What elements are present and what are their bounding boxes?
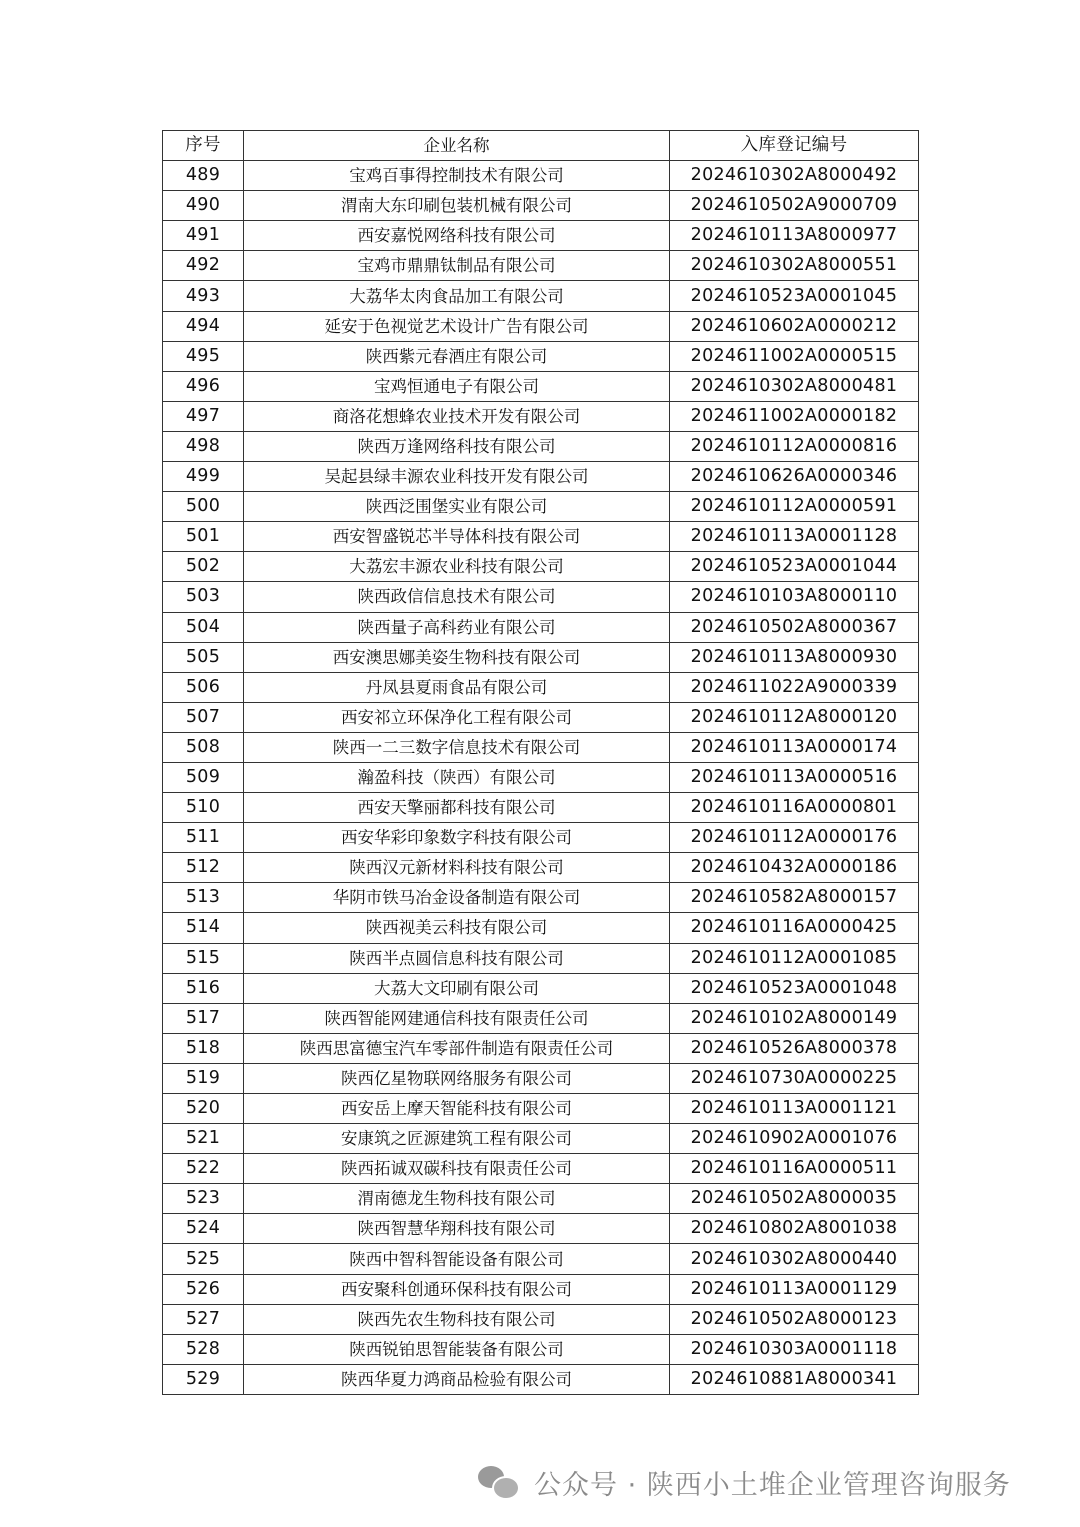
- table-row: [163, 1154, 919, 1184]
- registration-number-cell: 2024611002A0000182: [670, 401, 919, 431]
- table-row: [163, 1364, 919, 1394]
- registration-number-cell: 2024610112A8000120: [670, 702, 919, 732]
- table-row: [163, 522, 919, 552]
- company-name-cell: 西安华彩印象数字科技有限公司: [244, 823, 670, 853]
- registration-number-cell: 2024610432A0000186: [670, 853, 919, 883]
- serial-number-cell: 493: [163, 281, 244, 311]
- serial-number-cell: 519: [163, 1063, 244, 1093]
- company-name-cell: 西安智盛锐芯半导体科技有限公司: [244, 522, 670, 552]
- company-name-cell: 瀚盈科技（陕西）有限公司: [244, 762, 670, 792]
- header-registration-number: 入库登记编号: [670, 131, 919, 161]
- company-name-cell: 陕西紫元春酒庄有限公司: [244, 341, 670, 371]
- serial-number-cell: 497: [163, 401, 244, 431]
- table-row: [163, 702, 919, 732]
- registration-number-cell: 2024610523A0001048: [670, 973, 919, 1003]
- table-row: [163, 191, 919, 221]
- table-row: [163, 762, 919, 792]
- serial-number-cell: 495: [163, 341, 244, 371]
- registration-number-cell: 2024610502A8000123: [670, 1304, 919, 1334]
- table-row: [163, 251, 919, 281]
- header-serial-number: 序号: [163, 131, 244, 161]
- registration-number-cell: 2024610103A8000110: [670, 582, 919, 612]
- company-name-cell: 渭南德龙生物科技有限公司: [244, 1184, 670, 1214]
- registration-number-cell: 2024610502A8000035: [670, 1184, 919, 1214]
- table-row: [163, 1184, 919, 1214]
- company-name-cell: 陕西拓诚双碳科技有限责任公司: [244, 1154, 670, 1184]
- company-name-cell: 西安澳思娜美姿生物科技有限公司: [244, 642, 670, 672]
- serial-number-cell: 516: [163, 973, 244, 1003]
- table-row: [163, 462, 919, 492]
- table-body: [163, 161, 919, 1395]
- registration-number-cell: 2024610302A8000481: [670, 371, 919, 401]
- company-name-cell: 西安岳上摩天智能科技有限公司: [244, 1094, 670, 1124]
- registration-number-cell: 2024610116A0000511: [670, 1154, 919, 1184]
- serial-number-cell: 523: [163, 1184, 244, 1214]
- registration-number-cell: 2024610113A0001121: [670, 1094, 919, 1124]
- company-name-cell: 陕西泛围堡实业有限公司: [244, 492, 670, 522]
- serial-number-cell: 526: [163, 1274, 244, 1304]
- registration-number-cell: 2024610902A0001076: [670, 1124, 919, 1154]
- company-name-cell: 安康筑之匠源建筑工程有限公司: [244, 1124, 670, 1154]
- registration-number-cell: 2024610302A8000440: [670, 1244, 919, 1274]
- company-name-cell: 陕西先农生物科技有限公司: [244, 1304, 670, 1334]
- table-row: [163, 281, 919, 311]
- company-name-cell: 陕西量子高科药业有限公司: [244, 612, 670, 642]
- table-row: [163, 883, 919, 913]
- table-row: [163, 612, 919, 642]
- table-row: [163, 1274, 919, 1304]
- table-row: [163, 431, 919, 461]
- serial-number-cell: 512: [163, 853, 244, 883]
- serial-number-cell: 499: [163, 462, 244, 492]
- serial-number-cell: 507: [163, 702, 244, 732]
- company-name-cell: 华阴市铁马冶金设备制造有限公司: [244, 883, 670, 913]
- serial-number-cell: 505: [163, 642, 244, 672]
- serial-number-cell: 518: [163, 1033, 244, 1063]
- company-name-cell: 陕西视美云科技有限公司: [244, 913, 670, 943]
- company-name-cell: 宝鸡恒通电子有限公司: [244, 371, 670, 401]
- table-row: [163, 161, 919, 191]
- company-name-cell: 陕西亿星物联网络服务有限公司: [244, 1063, 670, 1093]
- serial-number-cell: 522: [163, 1154, 244, 1184]
- serial-number-cell: 514: [163, 913, 244, 943]
- company-name-cell: 陕西半点圆信息科技有限公司: [244, 943, 670, 973]
- table-row: [163, 853, 919, 883]
- serial-number-cell: 511: [163, 823, 244, 853]
- serial-number-cell: 489: [163, 161, 244, 191]
- company-name-cell: 陕西万逢网络科技有限公司: [244, 431, 670, 461]
- serial-number-cell: 525: [163, 1244, 244, 1274]
- watermark-text: 公众号 · 陕西小土堆企业管理咨询服务: [534, 1469, 1011, 1501]
- registration-number-cell: 2024610602A0000212: [670, 311, 919, 341]
- table-row: [163, 1124, 919, 1154]
- wechat-icon: [478, 1464, 520, 1500]
- registration-number-cell: 2024610502A8000367: [670, 612, 919, 642]
- table-row: [163, 401, 919, 431]
- table-row: [163, 1304, 919, 1334]
- serial-number-cell: 513: [163, 883, 244, 913]
- company-name-cell: 陕西智能网建通信科技有限责任公司: [244, 1003, 670, 1033]
- company-name-cell: 渭南大东印刷包装机械有限公司: [244, 191, 670, 221]
- company-name-cell: 延安于色视觉艺术设计广告有限公司: [244, 311, 670, 341]
- registration-number-cell: 2024610302A8000551: [670, 251, 919, 281]
- serial-number-cell: 508: [163, 732, 244, 762]
- company-name-cell: 大荔宏丰源农业科技有限公司: [244, 552, 670, 582]
- registration-number-cell: 2024610113A0001128: [670, 522, 919, 552]
- registration-number-cell: 2024610730A0000225: [670, 1063, 919, 1093]
- company-name-cell: 宝鸡市鼎鼎钛制品有限公司: [244, 251, 670, 281]
- registration-number-cell: 2024611022A9000339: [670, 672, 919, 702]
- serial-number-cell: 492: [163, 251, 244, 281]
- table-row: [163, 1063, 919, 1093]
- table-row: [163, 552, 919, 582]
- registration-number-cell: 2024610881A8000341: [670, 1364, 919, 1394]
- registration-number-cell: 2024610112A0000816: [670, 431, 919, 461]
- registration-number-cell: 2024610802A8001038: [670, 1214, 919, 1244]
- serial-number-cell: 527: [163, 1304, 244, 1334]
- serial-number-cell: 528: [163, 1334, 244, 1364]
- serial-number-cell: 502: [163, 552, 244, 582]
- company-name-cell: 吴起县绿丰源农业科技开发有限公司: [244, 462, 670, 492]
- registration-number-cell: 2024610116A0000425: [670, 913, 919, 943]
- serial-number-cell: 520: [163, 1094, 244, 1124]
- watermark: [478, 1458, 1011, 1506]
- company-name-cell: 西安聚科创通环保科技有限公司: [244, 1274, 670, 1304]
- company-name-cell: 陕西思富德宝汽车零部件制造有限责任公司: [244, 1033, 670, 1063]
- table-row: [163, 311, 919, 341]
- registration-number-cell: 2024610526A8000378: [670, 1033, 919, 1063]
- table-row: [163, 341, 919, 371]
- table-row: [163, 492, 919, 522]
- table-row: [163, 1214, 919, 1244]
- company-name-cell: 陕西锐铂思智能装备有限公司: [244, 1334, 670, 1364]
- company-name-cell: 西安嘉悦网络科技有限公司: [244, 221, 670, 251]
- company-name-cell: 陕西华夏力鸿商品检验有限公司: [244, 1364, 670, 1394]
- serial-number-cell: 494: [163, 311, 244, 341]
- serial-number-cell: 517: [163, 1003, 244, 1033]
- registration-number-cell: 2024610113A0000174: [670, 732, 919, 762]
- company-name-cell: 陕西智慧华翔科技有限公司: [244, 1214, 670, 1244]
- table-row: [163, 1334, 919, 1364]
- table-row: [163, 823, 919, 853]
- header-company-name: 企业名称: [244, 131, 670, 161]
- company-name-cell: 宝鸡百事得控制技术有限公司: [244, 161, 670, 191]
- registration-number-cell: 2024610302A8000492: [670, 161, 919, 191]
- table-row: [163, 1094, 919, 1124]
- registration-number-cell: 2024610102A8000149: [670, 1003, 919, 1033]
- registration-number-cell: 2024611002A0000515: [670, 341, 919, 371]
- registration-number-cell: 2024610523A0001045: [670, 281, 919, 311]
- serial-number-cell: 498: [163, 431, 244, 461]
- company-name-cell: 陕西汉元新材料科技有限公司: [244, 853, 670, 883]
- serial-number-cell: 509: [163, 762, 244, 792]
- company-name-cell: 陕西一二三数字信息技术有限公司: [244, 732, 670, 762]
- company-name-cell: 大荔大文印刷有限公司: [244, 973, 670, 1003]
- serial-number-cell: 504: [163, 612, 244, 642]
- serial-number-cell: 521: [163, 1124, 244, 1154]
- registration-number-cell: 2024610116A0000801: [670, 793, 919, 823]
- table-row: [163, 582, 919, 612]
- table-row: [163, 1244, 919, 1274]
- table-row: [163, 1033, 919, 1063]
- registration-number-cell: 2024610112A0000176: [670, 823, 919, 853]
- serial-number-cell: 529: [163, 1364, 244, 1394]
- serial-number-cell: 506: [163, 672, 244, 702]
- table-row: [163, 221, 919, 251]
- table-row: [163, 371, 919, 401]
- registration-number-cell: 2024610113A0001129: [670, 1274, 919, 1304]
- company-name-cell: 西安祁立环保净化工程有限公司: [244, 702, 670, 732]
- registration-number-cell: 2024610303A0001118: [670, 1334, 919, 1364]
- registration-number-cell: 2024610523A0001044: [670, 552, 919, 582]
- table-row: [163, 672, 919, 702]
- table-row: [163, 973, 919, 1003]
- registration-number-cell: 2024610112A0000591: [670, 492, 919, 522]
- company-name-cell: 陕西政信信息技术有限公司: [244, 582, 670, 612]
- registration-number-cell: 2024610112A0001085: [670, 943, 919, 973]
- registration-number-cell: 2024610113A8000977: [670, 221, 919, 251]
- company-registry-table-container: [162, 130, 918, 1395]
- serial-number-cell: 500: [163, 492, 244, 522]
- table-row: [163, 1003, 919, 1033]
- company-name-cell: 陕西中智科智能设备有限公司: [244, 1244, 670, 1274]
- serial-number-cell: 524: [163, 1214, 244, 1244]
- serial-number-cell: 515: [163, 943, 244, 973]
- table-row: [163, 642, 919, 672]
- table-row: [163, 793, 919, 823]
- serial-number-cell: 503: [163, 582, 244, 612]
- company-name-cell: 商洛花想蜂农业技术开发有限公司: [244, 401, 670, 431]
- registration-number-cell: 2024610113A0000516: [670, 762, 919, 792]
- registration-number-cell: 2024610626A0000346: [670, 462, 919, 492]
- serial-number-cell: 496: [163, 371, 244, 401]
- serial-number-cell: 510: [163, 793, 244, 823]
- table-row: [163, 943, 919, 973]
- registration-number-cell: 2024610582A8000157: [670, 883, 919, 913]
- table-row: [163, 732, 919, 762]
- table-header-row: [163, 131, 919, 161]
- company-name-cell: 丹凤县夏雨食品有限公司: [244, 672, 670, 702]
- serial-number-cell: 501: [163, 522, 244, 552]
- registration-number-cell: 2024610502A9000709: [670, 191, 919, 221]
- table-row: [163, 913, 919, 943]
- company-registry-table: [162, 130, 919, 1395]
- company-name-cell: 大荔华太肉食品加工有限公司: [244, 281, 670, 311]
- serial-number-cell: 490: [163, 191, 244, 221]
- registration-number-cell: 2024610113A8000930: [670, 642, 919, 672]
- company-name-cell: 西安天擎丽都科技有限公司: [244, 793, 670, 823]
- serial-number-cell: 491: [163, 221, 244, 251]
